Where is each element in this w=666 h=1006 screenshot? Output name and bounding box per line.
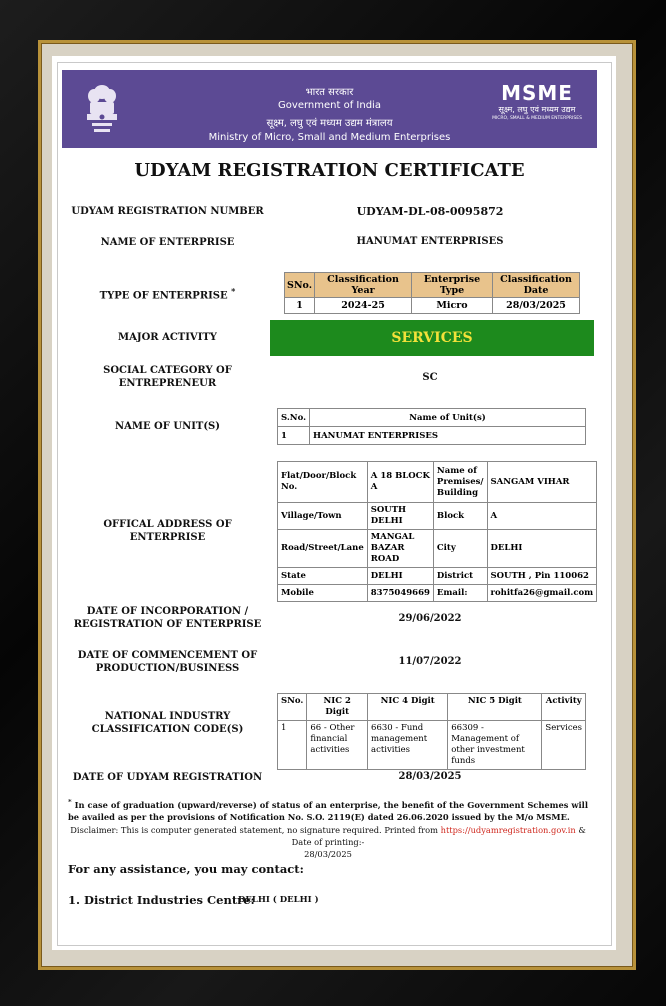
address-cell: SANGAM VIHAR [487, 462, 597, 503]
msme-hindi-text: सूक्ष्म, लघु एवं मध्यम उद्यम [498, 105, 576, 114]
classification-cell: 2024-25 [315, 298, 412, 314]
disclaimer-print-date: 28/03/2025 [304, 849, 352, 859]
classification-header-row [285, 273, 580, 298]
enterprise-type-label-text: TYPE OF ENTERPRISE [99, 290, 228, 302]
nic-header-cell: NIC 4 Digit [368, 694, 448, 721]
official-address-label: OFFICAL ADDRESS OF ENTERPRISE [103, 519, 232, 543]
classification-row [285, 298, 580, 314]
unit-name-label: NAME OF UNIT(S) [114, 421, 221, 432]
nic-code-label [70, 710, 265, 736]
unit-header-row [278, 409, 586, 427]
nic-cell: 66309 - Management of other investment funds [448, 721, 542, 770]
address-cell: City [433, 530, 487, 568]
district-industries-label: 1. District Industries Centre: [68, 893, 255, 907]
govt-hindi-text: भारत सरकार [305, 87, 354, 98]
enterprise-name-value: HANUMAT ENTERPRISES [356, 236, 504, 247]
certificate-title: UDYAM REGISTRATION CERTIFICATE [134, 160, 525, 181]
classification-cell: 28/03/2025 [493, 298, 580, 314]
unit-cell: HANUMAT ENTERPRISES [310, 427, 586, 445]
classification-header-cell: Classification Year [315, 273, 412, 298]
nic-cell: 6630 - Fund management activities [368, 721, 448, 770]
nic-header-cell: SNo. [278, 694, 307, 721]
incorporation-date-label [70, 605, 265, 631]
address-row [278, 503, 597, 530]
nic-cell: Services [542, 721, 586, 770]
classification-header-cell: SNo. [285, 273, 315, 298]
govt-english-text: Government of India [278, 100, 381, 111]
classification-cell: 1 [285, 298, 315, 314]
address-row [278, 585, 597, 602]
unit-header-cell: S.No. [278, 409, 310, 427]
nic-cell: 1 [278, 721, 307, 770]
unit-cell: 1 [278, 427, 310, 445]
udyam-registration-link[interactable]: https://udyamregistration.gov.in [440, 825, 576, 835]
nic-row [278, 721, 586, 770]
unit-table [277, 408, 586, 445]
address-cell: Mobile [278, 585, 368, 602]
address-row [278, 568, 597, 585]
social-category-label [70, 364, 265, 390]
address-cell: Village/Town [278, 503, 368, 530]
address-cell: rohitfa26@gmail.com [487, 585, 597, 602]
address-cell: DELHI [487, 530, 597, 568]
nic-header-cell: NIC 2 Digit [307, 694, 368, 721]
nic-header-row [278, 694, 586, 721]
address-cell: Flat/Door/Block No. [278, 462, 368, 503]
ministry-english-text: Ministry of Micro, Small and Medium Enterprises [208, 132, 451, 143]
disclaimer [68, 824, 588, 860]
classification-cell: Micro [412, 298, 493, 314]
commencement-label-line-1: DATE OF COMMENCEMENT OF [77, 650, 258, 661]
address-cell: A 18 BLOCK A [367, 462, 433, 503]
reg-number-value: UDYAM-DL-08-0095872 [356, 205, 504, 218]
udyam-date-label: DATE OF UDYAM REGISTRATION [72, 772, 263, 783]
address-cell: SOUTH , Pin 110062 [487, 568, 597, 585]
address-cell: MANGAL BAZAR ROAD [367, 530, 433, 568]
address-cell: Email: [433, 585, 487, 602]
commencement-date-label [70, 649, 265, 675]
address-row [278, 462, 597, 503]
ministry-hindi-text: सूक्ष्म, लघु एवं मध्यम उद्यम मंत्रालय [266, 118, 393, 129]
udyam-date-value: 28/03/2025 [398, 771, 462, 782]
address-cell: State [278, 568, 368, 585]
major-activity-label: MAJOR ACTIVITY [118, 332, 217, 343]
address-cell: 8375049669 [367, 585, 433, 602]
commencement-date-value: 11/07/2022 [398, 656, 462, 667]
social-category-value: SC [422, 372, 438, 383]
msme-logo [492, 82, 582, 132]
footnote-text: In case of graduation (upward/reverse) of status of an enterprise, the benefit of the Government Schemes will be availed as per the provisions of Notification No. S.O. 2119(E) dated 26.06.2020 issued by the M/o MSME. [68, 799, 588, 822]
address-cell: Name of Premises/ Building [433, 462, 487, 503]
address-cell: SOUTH DELHI [367, 503, 433, 530]
assistance-heading: For any assistance, you may contact: [68, 862, 304, 876]
unit-row [278, 427, 586, 445]
enterprise-type-asterisk: * [231, 286, 236, 296]
reg-number-label: UDYAM REGISTRATION NUMBER [71, 206, 264, 217]
enterprise-name-label: NAME OF ENTERPRISE [100, 237, 235, 248]
nic-table [277, 693, 586, 770]
incorporation-label-line-1: DATE OF INCORPORATION / [86, 606, 249, 617]
enterprise-type-label [70, 285, 265, 302]
nic-header-cell: Activity [542, 694, 586, 721]
social-category-label-line-1: SOCIAL CATEGORY OF [103, 365, 232, 376]
address-cell: Block [433, 503, 487, 530]
nic-label-line-2: CLASSIFICATION CODE(S) [91, 724, 244, 735]
unit-header-cell: Name of Unit(s) [310, 409, 586, 427]
nic-header-cell: NIC 5 Digit [448, 694, 542, 721]
footnote-asterisk: * [68, 798, 72, 806]
commencement-label-line-2: PRODUCTION/BUSINESS [95, 663, 240, 674]
district-industries-value: DELHI ( DELHI ) [238, 895, 319, 905]
incorporation-label-line-2: REGISTRATION OF ENTERPRISE [73, 619, 262, 630]
address-table [277, 461, 597, 602]
address-cell: Road/Street/Lane [278, 530, 368, 568]
msme-english-text: MICRO, SMALL & MEDIUM ENTERPRISES [492, 116, 582, 121]
ministry-banner [62, 70, 597, 148]
address-cell: A [487, 503, 597, 530]
address-row [278, 530, 597, 568]
disclaimer-post: & Date of printing:- [291, 825, 586, 847]
major-activity-value: SERVICES [270, 320, 594, 356]
classification-header-cell: Classification Date [493, 273, 580, 298]
msme-logo-text: MSME [501, 81, 573, 105]
graduation-footnote [68, 796, 588, 823]
classification-table [284, 272, 580, 314]
classification-header-cell: Enterprise Type [412, 273, 493, 298]
social-category-label-line-2: ENTREPRENEUR [118, 378, 217, 389]
address-cell: DELHI [367, 568, 433, 585]
nic-cell: 66 - Other financial activities [307, 721, 368, 770]
incorporation-date-value: 29/06/2022 [398, 613, 462, 624]
disclaimer-pre: Disclaimer: This is computer generated statement, no signature required. Printed from [70, 825, 441, 835]
address-cell: District [433, 568, 487, 585]
nic-label-line-1: NATIONAL INDUSTRY [104, 711, 231, 722]
